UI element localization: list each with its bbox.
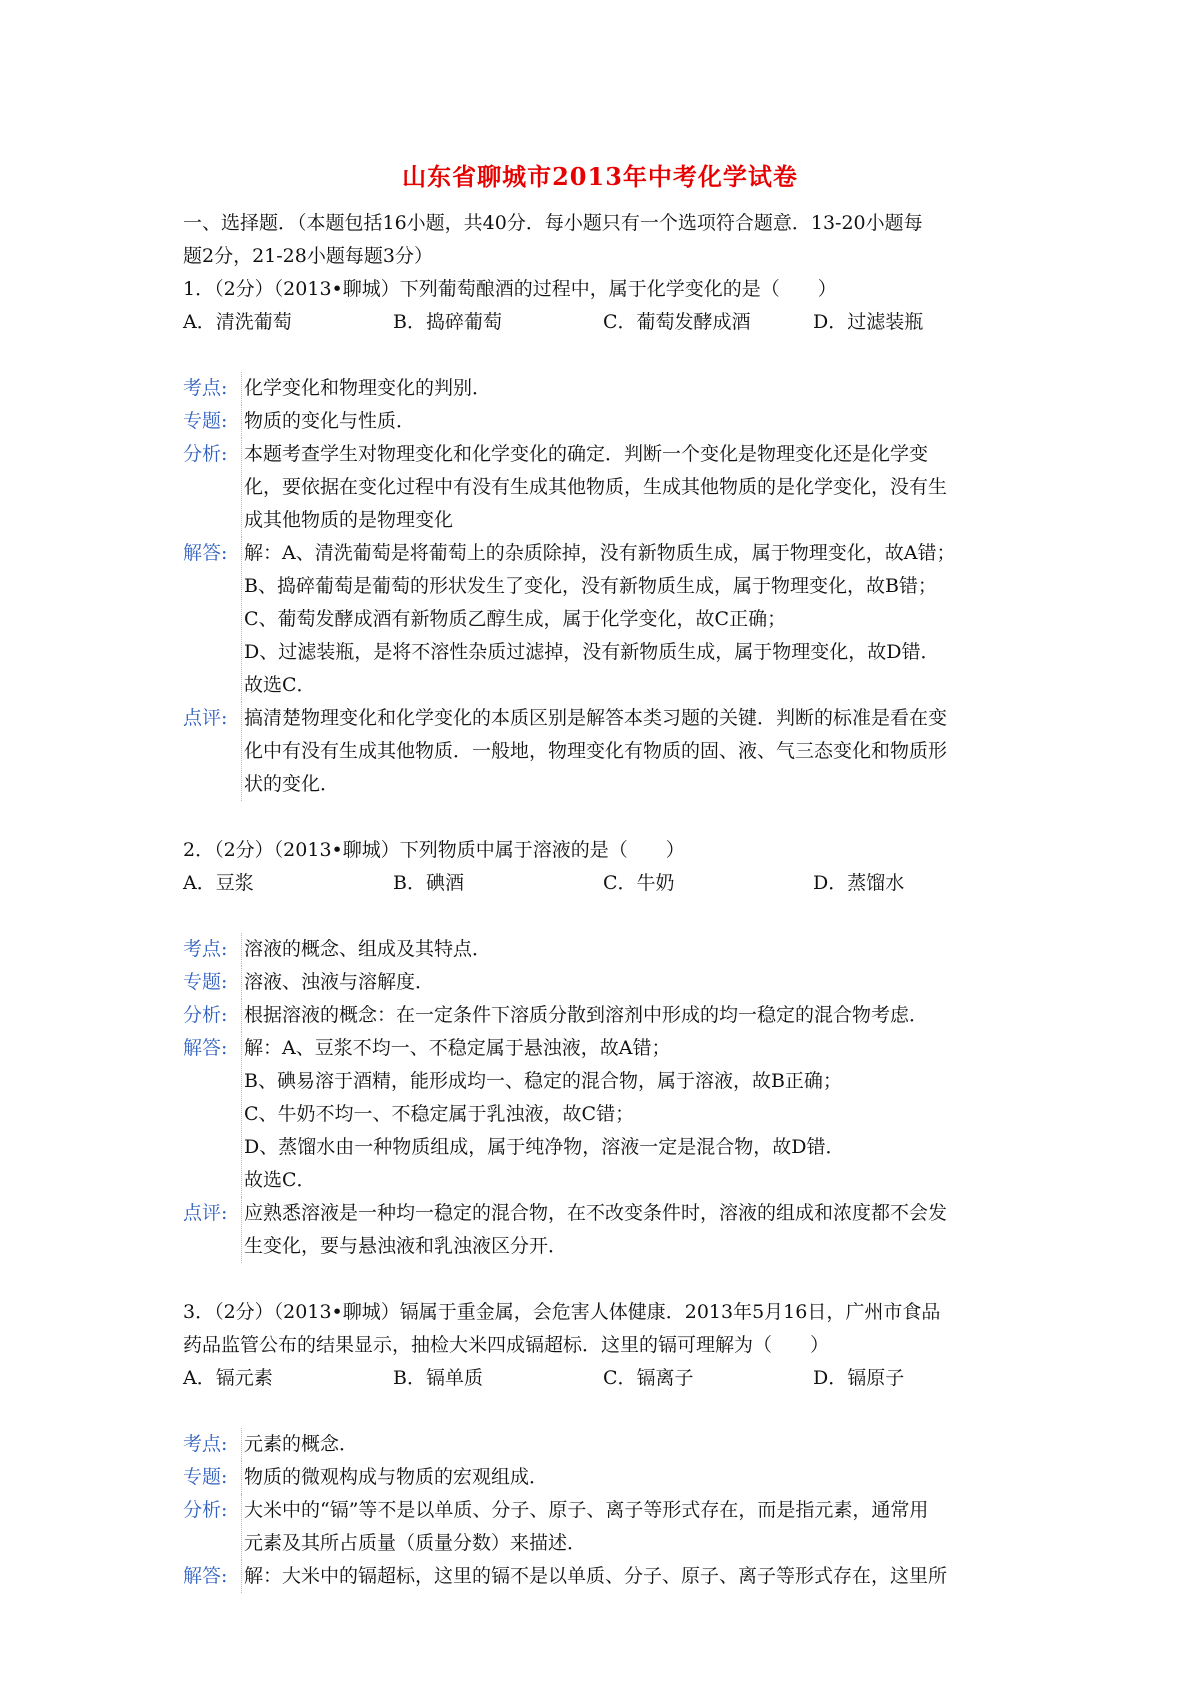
fenxi-text: 根据溶液的概念：在一定条件下溶质分散到溶剂中形成的均一稳定的混合物考虑． <box>244 1004 929 1026</box>
answer-options <box>183 306 1023 339</box>
option-b: B．碘酒 <box>393 872 464 894</box>
question-2 <box>183 834 1023 1263</box>
jieda-text: B、捣碎葡萄是葡萄的形状发生了变化，没有新物质生成，属于物理变化，故B错； <box>244 575 937 597</box>
kaodian-label: 考点: <box>183 377 228 399</box>
jieda-text: 解：大米中的镉超标，这里的镉不是以单质、分子、原子、离子等形式存在，这里所 <box>244 1565 948 1587</box>
jieda-text: D、蒸馏水由一种物质组成，属于纯净物，溶液一定是混合物，故D错． <box>244 1136 845 1158</box>
option-d: D．蒸馏水 <box>813 872 905 894</box>
dianping-text: 搞清楚物理变化和化学变化的本质区别是解答本类习题的关键．判断的标准是看在变 <box>244 707 948 729</box>
fenxi-label: 分析: <box>183 1004 228 1026</box>
jieda-text: C、葡萄发酵成酒有新物质乙醇生成，属于化学变化，故C正确； <box>244 608 787 630</box>
question-stem: 2．（2分）（2013•聊城）下列物质中属于溶液的是（ ） <box>183 839 685 861</box>
jieda-text: 故选C． <box>244 674 316 696</box>
zhuanti-row <box>183 966 1023 999</box>
jieda-text: 解：A、清洗葡萄是将葡萄上的杂质除掉，没有新物质生成，属于物理变化，故A错； <box>244 542 956 564</box>
fenxi-text: 成其他物质的是物理变化 <box>244 509 454 531</box>
option-d: D．过滤装瓶 <box>813 311 924 333</box>
zhuanti-text: 物质的变化与性质． <box>244 410 416 432</box>
fenxi-text: 本题考查学生对物理变化和化学变化的确定．判断一个变化是物理变化还是化学变 <box>244 443 929 465</box>
kaodian-label: 考点: <box>183 938 228 960</box>
answer-options <box>183 1362 1023 1395</box>
section-intro-line: 一、选择题．（本题包括16小题，共40分．每小题只有一个选项符合题意．13-20小题每 <box>183 212 923 234</box>
kaodian-row <box>183 1428 1023 1461</box>
option-a: A．镉元素 <box>183 1367 273 1389</box>
dianping-row <box>183 1197 1023 1263</box>
fenxi-row <box>183 1494 1023 1560</box>
jieda-text: C、牛奶不均一、不稳定属于乳浊液，故C错； <box>244 1103 635 1125</box>
option-a: A．清洗葡萄 <box>183 311 292 333</box>
dianping-label: 点评: <box>183 707 228 729</box>
jieda-label: 解答: <box>183 542 228 564</box>
question-stem: 药品监管公布的结果显示，抽检大米四成镉超标．这里的镉可理解为（ ） <box>183 1334 830 1356</box>
fenxi-text: 元素及其所占质量（质量分数）来描述． <box>244 1532 587 1554</box>
fenxi-row <box>183 438 1023 537</box>
jieda-row <box>183 1032 1023 1197</box>
fenxi-label: 分析: <box>183 443 228 465</box>
jieda-text: 解：A、豆浆不均一、不稳定属于悬浊液，故A错； <box>244 1037 671 1059</box>
dianping-label: 点评: <box>183 1202 228 1224</box>
kaodian-label: 考点: <box>183 1433 228 1455</box>
zhuanti-label: 专题: <box>183 410 228 432</box>
jieda-row <box>183 537 1023 702</box>
section-intro-line: 题2分，21-28小题每题3分） <box>183 245 433 267</box>
dianping-row <box>183 702 1023 801</box>
option-b: B．捣碎葡萄 <box>393 311 502 333</box>
option-c: C．葡萄发酵成酒 <box>603 311 751 333</box>
fenxi-text: 化，要依据在变化过程中有没有生成其他物质，生成其他物质的是化学变化，没有生 <box>244 476 948 498</box>
option-d: D．镉原子 <box>813 1367 905 1389</box>
fenxi-label: 分析: <box>183 1499 228 1521</box>
jieda-text: D、过滤装瓶，是将不溶性杂质过滤掉，没有新物质生成，属于物理变化，故D错． <box>244 641 940 663</box>
jieda-text: 故选C． <box>244 1169 316 1191</box>
question-1 <box>183 273 1023 801</box>
dianping-text: 应熟悉溶液是一种均一稳定的混合物，在不改变条件时，溶液的组成和浓度都不会发 <box>244 1202 948 1224</box>
fenxi-row <box>183 999 1023 1032</box>
kaodian-text: 化学变化和物理变化的判别． <box>244 377 492 399</box>
dianping-text: 状的变化． <box>244 773 340 795</box>
fenxi-text: 大米中的“镉”等不是以单质、分子、原子、离子等形式存在，而是指元素，通常用 <box>244 1499 929 1521</box>
zhuanti-text: 物质的微观构成与物质的宏观组成． <box>244 1466 549 1488</box>
dianping-text: 生变化，要与悬浊液和乳浊液区分开． <box>244 1235 568 1257</box>
option-c: C．牛奶 <box>603 872 675 894</box>
question-stem: 3．（2分）（2013•聊城）镉属于重金属，会危害人体健康．2013年5月16日，广州市食品 <box>183 1301 941 1323</box>
kaodian-text: 溶液的概念、组成及其特点． <box>244 938 492 960</box>
jieda-text: B、碘易溶于酒精，能形成均一、稳定的混合物，属于溶液，故B正确； <box>244 1070 842 1092</box>
zhuanti-label: 专题: <box>183 971 228 993</box>
option-c: C．镉离子 <box>603 1367 694 1389</box>
kaodian-row <box>183 933 1023 966</box>
option-b: B．镉单质 <box>393 1367 483 1389</box>
page-title: 山东省聊城市2013年中考化学试卷 <box>402 162 798 191</box>
answer-options <box>183 867 1023 900</box>
exam-content <box>183 207 1023 1593</box>
zhuanti-row <box>183 1461 1023 1494</box>
jieda-row <box>183 1560 1023 1593</box>
question-stem: 1．（2分）（2013•聊城）下列葡萄酿酒的过程中，属于化学变化的是（ ） <box>183 278 837 300</box>
zhuanti-text: 溶液、浊液与溶解度． <box>244 971 435 993</box>
dianping-text: 化中有没有生成其他物质．一般地，物理变化有物质的固、液、气三态变化和物质形 <box>244 740 948 762</box>
jieda-label: 解答: <box>183 1565 228 1587</box>
zhuanti-label: 专题: <box>183 1466 228 1488</box>
zhuanti-row <box>183 405 1023 438</box>
jieda-label: 解答: <box>183 1037 228 1059</box>
kaodian-text: 元素的概念． <box>244 1433 359 1455</box>
question-3 <box>183 1296 1023 1593</box>
kaodian-row <box>183 372 1023 405</box>
option-a: A．豆浆 <box>183 872 254 894</box>
